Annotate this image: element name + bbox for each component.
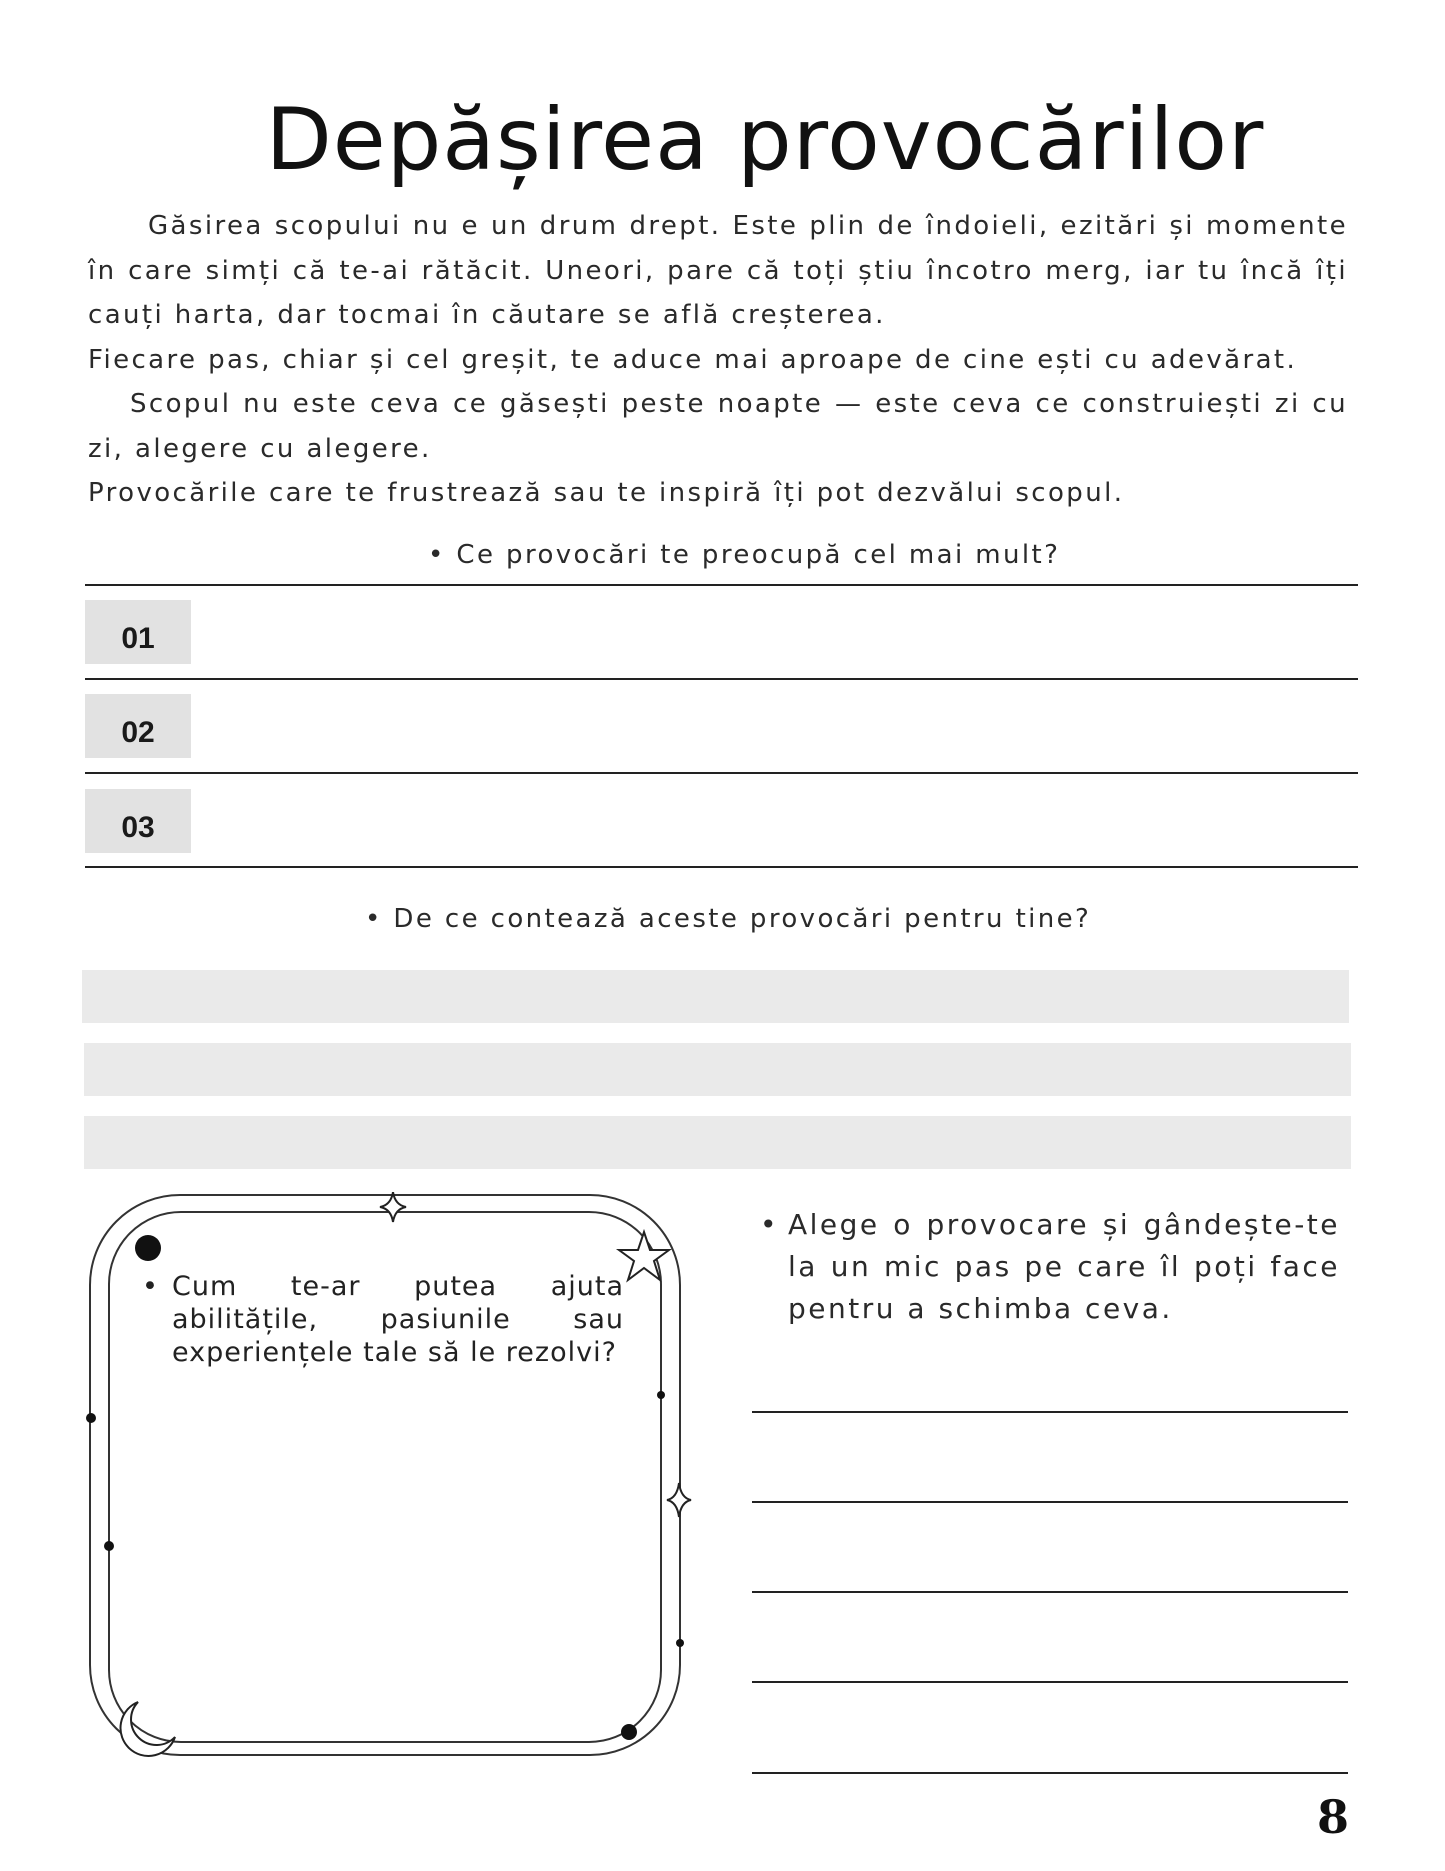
answer-line-2[interactable] bbox=[85, 772, 1358, 774]
star-icon bbox=[619, 1232, 669, 1280]
answer-line-3[interactable] bbox=[85, 866, 1358, 868]
dot-icon bbox=[104, 1541, 114, 1551]
frame-question-text: Cum te-ar putea ajuta abilitățile, pasiunile sau experiențele tale să le rezolvi? bbox=[172, 1271, 624, 1368]
writing-line-4[interactable] bbox=[752, 1681, 1348, 1683]
dot-icon bbox=[676, 1639, 684, 1647]
dot-icon bbox=[86, 1413, 96, 1423]
bullet: • bbox=[760, 1208, 780, 1241]
sparkle-icon bbox=[380, 1192, 406, 1222]
intro-paragraph-4: Provocările care te frustrează sau te inspiră îți pot dezvălui scopul. bbox=[88, 478, 1125, 508]
intro-paragraph-3: Scopul nu este ceva ce găsești peste noapte — este ceva ce construiești zi cu zi, alegere cu alegere. bbox=[88, 389, 1348, 464]
item-number-badge: 03 bbox=[85, 789, 191, 853]
answer-band-1[interactable] bbox=[82, 970, 1349, 1023]
page-title: Depășirea provocărilor bbox=[265, 90, 1265, 190]
bullet: • bbox=[428, 540, 446, 570]
question-1 bbox=[428, 540, 1060, 570]
answer-band-2[interactable] bbox=[84, 1043, 1351, 1096]
question-2-text: De ce contează aceste provocări pentru tine? bbox=[393, 904, 1092, 934]
question-1-text: Ce provocări te preocupă cel mai mult? bbox=[456, 540, 1061, 570]
dot-icon bbox=[621, 1724, 637, 1740]
dot-icon bbox=[135, 1235, 161, 1261]
crescent-moon-icon bbox=[121, 1702, 175, 1756]
right-question bbox=[760, 1204, 1340, 1330]
answer-line-1[interactable] bbox=[85, 678, 1358, 680]
question-2 bbox=[365, 904, 1091, 934]
writing-line-5[interactable] bbox=[752, 1772, 1348, 1774]
intro-text bbox=[88, 204, 1348, 516]
answer-band-3[interactable] bbox=[84, 1116, 1351, 1169]
item-number-badge: 01 bbox=[85, 600, 191, 664]
bullet: • bbox=[142, 1271, 159, 1302]
divider-line bbox=[85, 584, 1358, 586]
writing-line-1[interactable] bbox=[752, 1411, 1348, 1413]
item-number-badge: 02 bbox=[85, 694, 191, 758]
right-question-text: Alege o provocare și gândește-te la un mic pas pe care îl poți face pentru a schimba ceva. bbox=[788, 1208, 1340, 1325]
intro-paragraph-2: Fiecare pas, chiar și cel greșit, te aduce mai aproape de cine ești cu adevărat. bbox=[88, 344, 1298, 375]
frame-question bbox=[142, 1270, 624, 1369]
intro-paragraph-1: Găsirea scopului nu e un drum drept. Este plin de îndoieli, ezitări și momente în care simți că te-ai rătăcit. Uneori, pare că toți știu încotro merg, iar tu încă îți cauți harta, dar tocmai în căutare se află creșterea. bbox=[88, 211, 1348, 330]
writing-line-3[interactable] bbox=[752, 1591, 1348, 1593]
bullet: • bbox=[365, 904, 383, 934]
writing-line-2[interactable] bbox=[752, 1501, 1348, 1503]
dot-icon bbox=[657, 1391, 665, 1399]
sparkle-icon bbox=[667, 1483, 691, 1517]
page-number: 8 bbox=[1316, 1790, 1349, 1844]
